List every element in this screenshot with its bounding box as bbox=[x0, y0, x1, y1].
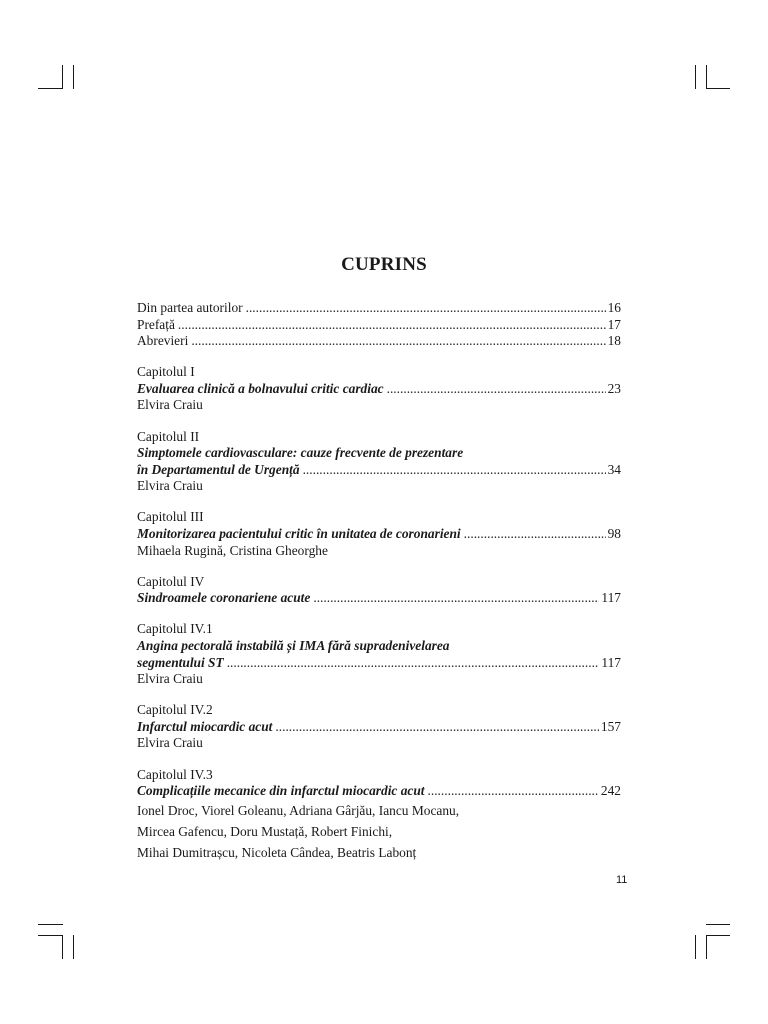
toc-entry[interactable] bbox=[137, 462, 621, 479]
spacer bbox=[137, 350, 621, 365]
toc-entry-page: 18 bbox=[607, 333, 621, 349]
toc-entry[interactable] bbox=[137, 783, 621, 800]
toc-entry[interactable] bbox=[137, 719, 621, 736]
chapter-title: Sindroamele coronariene acute bbox=[137, 590, 311, 606]
chapter-authors bbox=[137, 800, 621, 863]
chapter-authors: Elvira Craiu bbox=[137, 735, 203, 751]
dot-leader bbox=[275, 719, 599, 736]
toc-entry[interactable] bbox=[137, 300, 621, 317]
chapter-title: în Departamentul de Urgență bbox=[137, 461, 300, 477]
chapter-page: 242 bbox=[600, 783, 621, 799]
dot-leader bbox=[428, 783, 599, 800]
crop-mark bbox=[706, 935, 707, 959]
chapter-authors: Elvira Craiu bbox=[137, 478, 203, 494]
crop-mark bbox=[62, 65, 63, 89]
chapter-page: 117 bbox=[601, 590, 621, 606]
crop-mark bbox=[62, 935, 63, 959]
toc-entry[interactable] bbox=[137, 655, 621, 672]
chapter-label: Capitolul III bbox=[137, 509, 204, 525]
crop-mark bbox=[706, 924, 730, 925]
chapter-title: Infarctul miocardic acut bbox=[137, 718, 273, 734]
chapter-entry bbox=[137, 621, 621, 687]
chapter-title-line: Angina pectorală instabilă și IMA fără supradenivelarea bbox=[137, 638, 450, 653]
spacer bbox=[137, 495, 621, 510]
toc-entry-title: Din partea autorilor bbox=[137, 300, 243, 315]
chapter-entry bbox=[137, 574, 621, 607]
dot-leader bbox=[464, 526, 606, 543]
dot-leader bbox=[227, 655, 600, 672]
toc-entry[interactable] bbox=[137, 317, 621, 334]
toc-entry[interactable] bbox=[137, 333, 621, 350]
chapter-label: Capitolul IV.1 bbox=[137, 621, 213, 637]
toc-entry-page: 17 bbox=[607, 316, 621, 332]
author-line: Ionel Droc, Viorel Goleanu, Adriana Gârjău, Iancu Mocanu, bbox=[137, 802, 460, 818]
page-title: CUPRINS bbox=[341, 254, 427, 275]
chapter-page: 117 bbox=[601, 654, 621, 670]
dot-leader bbox=[246, 300, 606, 317]
chapter-entry bbox=[137, 767, 621, 863]
chapter-title-line: Simptomele cardiovasculare: cauze frecvente de prezentare bbox=[137, 445, 464, 461]
chapter-entry bbox=[137, 509, 621, 559]
crop-mark bbox=[73, 65, 74, 89]
chapter-title: segmentului ST bbox=[137, 654, 224, 670]
chapter-page: 34 bbox=[607, 461, 621, 477]
chapter-title: Complicațiile mecanice din infarctul miocardic acut bbox=[137, 783, 425, 799]
dot-leader bbox=[387, 381, 606, 398]
dot-leader bbox=[191, 333, 605, 350]
spacer bbox=[137, 752, 621, 767]
chapter-page: 98 bbox=[607, 526, 621, 542]
table-of-contents bbox=[137, 300, 621, 863]
toc-entry[interactable] bbox=[137, 590, 621, 607]
toc-entry[interactable] bbox=[137, 526, 621, 543]
chapter-title: Monitorizarea pacientului critic în unitatea de coronarieni bbox=[137, 526, 461, 542]
dot-leader bbox=[313, 590, 599, 607]
crop-mark bbox=[706, 935, 730, 936]
page-number: 11 bbox=[616, 874, 628, 886]
toc-entry[interactable] bbox=[137, 381, 621, 398]
chapter-authors: Mihaela Rugină, Cristina Gheorghe bbox=[137, 542, 328, 558]
chapter-entry bbox=[137, 429, 621, 495]
crop-mark bbox=[38, 935, 63, 936]
crop-mark bbox=[695, 935, 696, 959]
crop-mark bbox=[706, 65, 707, 89]
crop-mark bbox=[73, 935, 74, 959]
toc-entry-title: Abrevieri bbox=[137, 333, 189, 349]
author-line: Mihai Dumitrașcu, Nicoleta Cândea, Beatris Labonț bbox=[137, 844, 417, 860]
spacer bbox=[137, 607, 621, 622]
chapter-authors: Elvira Craiu bbox=[137, 397, 203, 413]
spacer bbox=[137, 688, 621, 703]
toc-entry-title: Prefață bbox=[137, 316, 175, 332]
chapter-label: Capitolul IV.2 bbox=[137, 702, 213, 718]
chapter-label: Capitolul II bbox=[137, 428, 200, 444]
spacer bbox=[137, 414, 621, 429]
crop-mark bbox=[38, 88, 63, 89]
spacer bbox=[137, 559, 621, 574]
toc-entry-page: 16 bbox=[607, 300, 621, 315]
chapter-authors: Elvira Craiu bbox=[137, 671, 203, 687]
chapter-entry bbox=[137, 364, 621, 414]
crop-mark bbox=[695, 65, 696, 89]
chapter-label: Capitolul IV.3 bbox=[137, 766, 213, 782]
crop-mark bbox=[38, 924, 63, 925]
chapter-label: Capitolul I bbox=[137, 364, 195, 380]
chapter-page: 23 bbox=[607, 380, 621, 396]
chapter-title: Evaluarea clinică a bolnavului critic cardiac bbox=[137, 380, 384, 396]
crop-mark bbox=[706, 88, 730, 89]
chapter-page: 157 bbox=[600, 718, 621, 734]
dot-leader bbox=[303, 462, 606, 479]
dot-leader bbox=[178, 317, 606, 334]
author-line: Mircea Gafencu, Doru Mustață, Robert Finichi, bbox=[137, 823, 393, 839]
front-matter bbox=[137, 300, 621, 350]
chapter-label: Capitolul IV bbox=[137, 573, 205, 589]
chapter-entry bbox=[137, 702, 621, 752]
